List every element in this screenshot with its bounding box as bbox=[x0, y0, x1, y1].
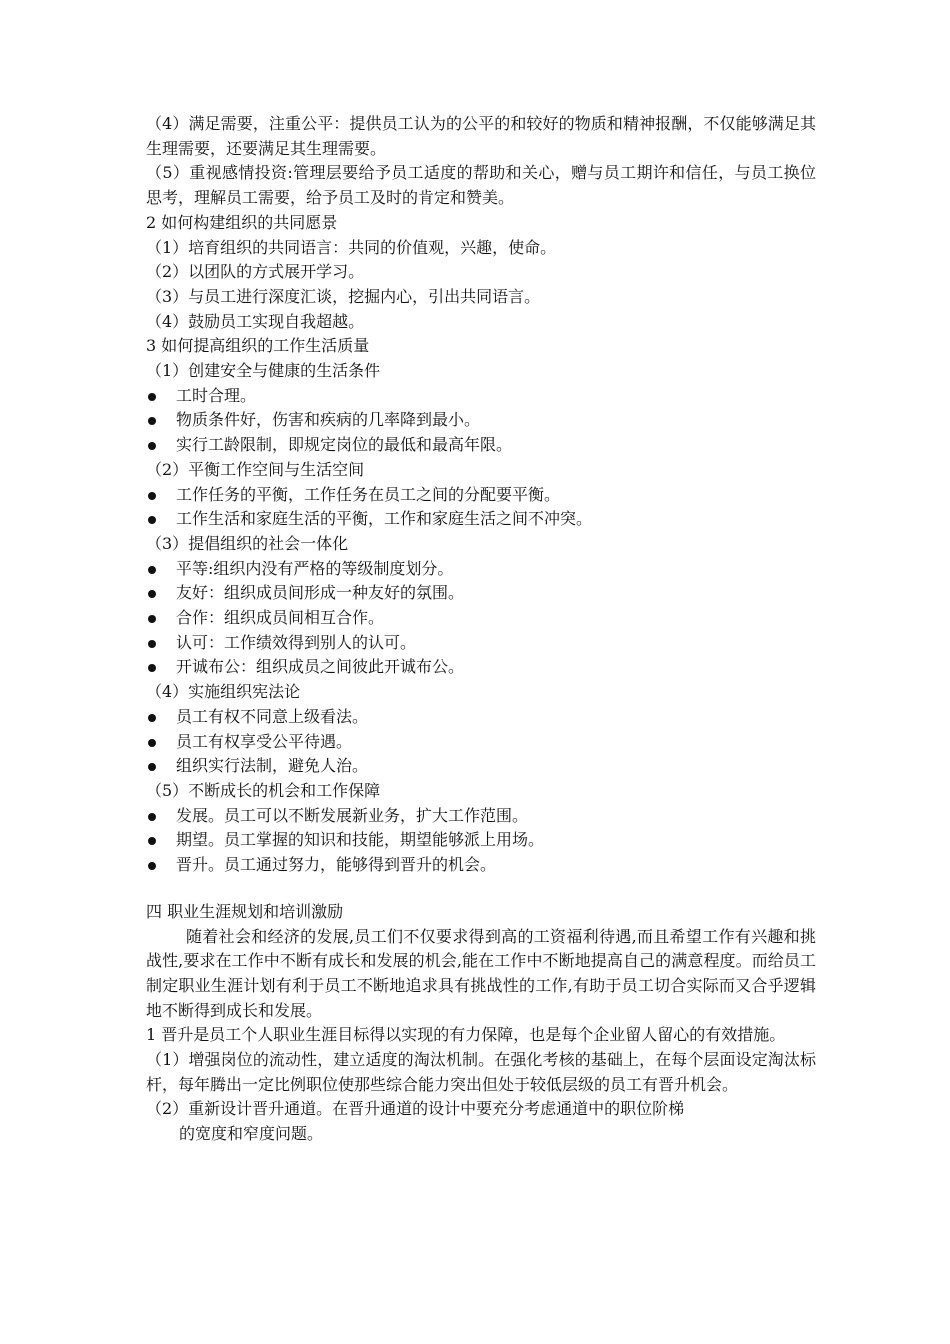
bullet-text: 平等:组织内没有严格的等级制度划分。 bbox=[176, 558, 454, 578]
bullet-text: 友好：组织成员间形成一种友好的氛围。 bbox=[176, 583, 465, 603]
bullet-item bbox=[146, 804, 816, 829]
bullet-text: 工作任务的平衡，工作任务在员工之间的分配要平衡。 bbox=[176, 484, 561, 504]
paragraph: （2）平衡工作空间与生活空间 bbox=[146, 459, 365, 479]
bullet-dot-icon bbox=[148, 862, 156, 870]
bullet-dot-icon bbox=[148, 615, 156, 623]
paragraph: 四 职业生涯规划和培训激励 bbox=[146, 901, 344, 921]
bullet-dot-icon bbox=[148, 664, 156, 672]
bullet-item bbox=[146, 433, 816, 458]
paragraph: 随着社会和经济的发展,员工们不仅要求得到高的工资福利待遇,而且希望工作有兴趣和挑战性,要求在工作中不断有成长和发展的机会,能在工作中不断地提高自己的满意程度。而给员工制定职业生涯计划有利于员工不断地追求具有挑战性的工作,有助于员工切合实际而又合乎逻辑地不断得到成长和发展。 bbox=[146, 926, 816, 1020]
bullet-dot-icon bbox=[148, 417, 156, 425]
bullet-item bbox=[146, 483, 816, 508]
bullet-dot-icon bbox=[148, 492, 156, 500]
bullet-item bbox=[146, 705, 816, 730]
bullet-item bbox=[146, 655, 816, 680]
bullet-text: 组织实行法制，避免人治。 bbox=[176, 756, 369, 776]
bullet-item bbox=[146, 384, 816, 409]
bullet-text: 期望。员工掌握的知识和技能，期望能够派上用场。 bbox=[176, 830, 545, 850]
bullet-dot-icon bbox=[148, 813, 156, 821]
bullet-item bbox=[146, 581, 816, 606]
paragraph: （5）重视感情投资:管理层要给予员工适度的帮助和关心，赠与员工期许和信任，与员工换位思考，理解员工需要，给予员工及时的肯定和赞美。 bbox=[146, 163, 816, 208]
bullet-text: 认可：工作绩效得到别人的认可。 bbox=[176, 632, 417, 652]
bullet-dot-icon bbox=[148, 763, 156, 771]
bullet-item bbox=[146, 631, 816, 656]
paragraph: （1）创建安全与健康的生活条件 bbox=[146, 361, 381, 381]
bullet-text: 物质条件好，伤害和疾病的几率降到最小。 bbox=[176, 410, 481, 430]
bullet-dot-icon bbox=[148, 393, 156, 401]
bullet-text: 晋升。员工通过努力，能够得到晋升的机会。 bbox=[176, 855, 497, 875]
bullet-item bbox=[146, 507, 816, 532]
bullet-item bbox=[146, 408, 816, 433]
paragraph: （4）鼓励员工实现自我超越。 bbox=[146, 311, 365, 331]
paragraph: （4）满足需要，注重公平：提供员工认为的公平的和较好的物质和精神报酬，不仅能够满足其生理需要，还要满足其生理需要。 bbox=[146, 114, 816, 158]
bullet-text: 合作：组织成员间相互合作。 bbox=[176, 608, 385, 628]
document-page bbox=[146, 112, 816, 1147]
bullet-dot-icon bbox=[148, 566, 156, 574]
bullet-text: 员工有权不同意上级看法。 bbox=[176, 706, 369, 726]
bullet-text: 开诚布公：组织成员之间彼此开诚布公。 bbox=[176, 657, 465, 677]
paragraph: （1）增强岗位的流动性，建立适度的淘汰机制。在强化考核的基础上，在每个层面设定淘汰标杆，每年腾出一定比例职位使那些综合能力突出但处于较低层级的员工有晋升机会。 bbox=[146, 1050, 816, 1094]
bullet-dot-icon bbox=[148, 516, 156, 524]
bullet-item bbox=[146, 828, 816, 853]
bullet-dot-icon bbox=[148, 442, 156, 450]
paragraph: （3）提倡组织的社会一体化 bbox=[146, 533, 349, 553]
paragraph: （5）不断成长的机会和工作保障 bbox=[146, 780, 381, 800]
bullet-item bbox=[146, 853, 816, 878]
bullet-dot-icon bbox=[148, 714, 156, 722]
bullet-item bbox=[146, 557, 816, 582]
paragraph: （1）培育组织的共同语言：共同的价值观，兴趣，使命。 bbox=[146, 237, 557, 257]
paragraph: 的宽度和窄度问题。 bbox=[179, 1124, 324, 1144]
paragraph: 3 如何提高组织的工作生活质量 bbox=[146, 336, 370, 356]
paragraph: 1 晋升是员工个人职业生涯目标得以实现的有力保障，也是每个企业留人留心的有效措施。 bbox=[146, 1025, 786, 1045]
paragraph: （2）重新设计晋升通道。在晋升通道的设计中要充分考虑通道中的职位阶梯 bbox=[146, 1099, 685, 1119]
bullet-dot-icon bbox=[148, 590, 156, 598]
bullet-text: 工作生活和家庭生活的平衡，工作和家庭生活之间不冲突。 bbox=[176, 509, 593, 529]
paragraph: （4）实施组织宪法论 bbox=[146, 682, 301, 702]
bullet-text: 发展。员工可以不断发展新业务，扩大工作范围。 bbox=[176, 805, 529, 825]
spacer bbox=[146, 878, 816, 900]
paragraph: 2 如何构建组织的共同愿景 bbox=[146, 212, 338, 232]
bullet-dot-icon bbox=[148, 640, 156, 648]
bullet-item bbox=[146, 754, 816, 779]
bullet-text: 工时合理。 bbox=[176, 385, 257, 405]
bullet-dot-icon bbox=[148, 739, 156, 747]
bullet-text: 实行工龄限制，即规定岗位的最低和最高年限。 bbox=[176, 435, 513, 455]
paragraph: （3）与员工进行深度汇谈，挖掘内心，引出共同语言。 bbox=[146, 286, 541, 306]
bullet-text: 员工有权享受公平待遇。 bbox=[176, 731, 353, 751]
paragraph: （2）以团队的方式展开学习。 bbox=[146, 262, 365, 282]
bullet-item bbox=[146, 730, 816, 755]
bullet-item bbox=[146, 606, 816, 631]
bullet-dot-icon bbox=[148, 837, 156, 845]
